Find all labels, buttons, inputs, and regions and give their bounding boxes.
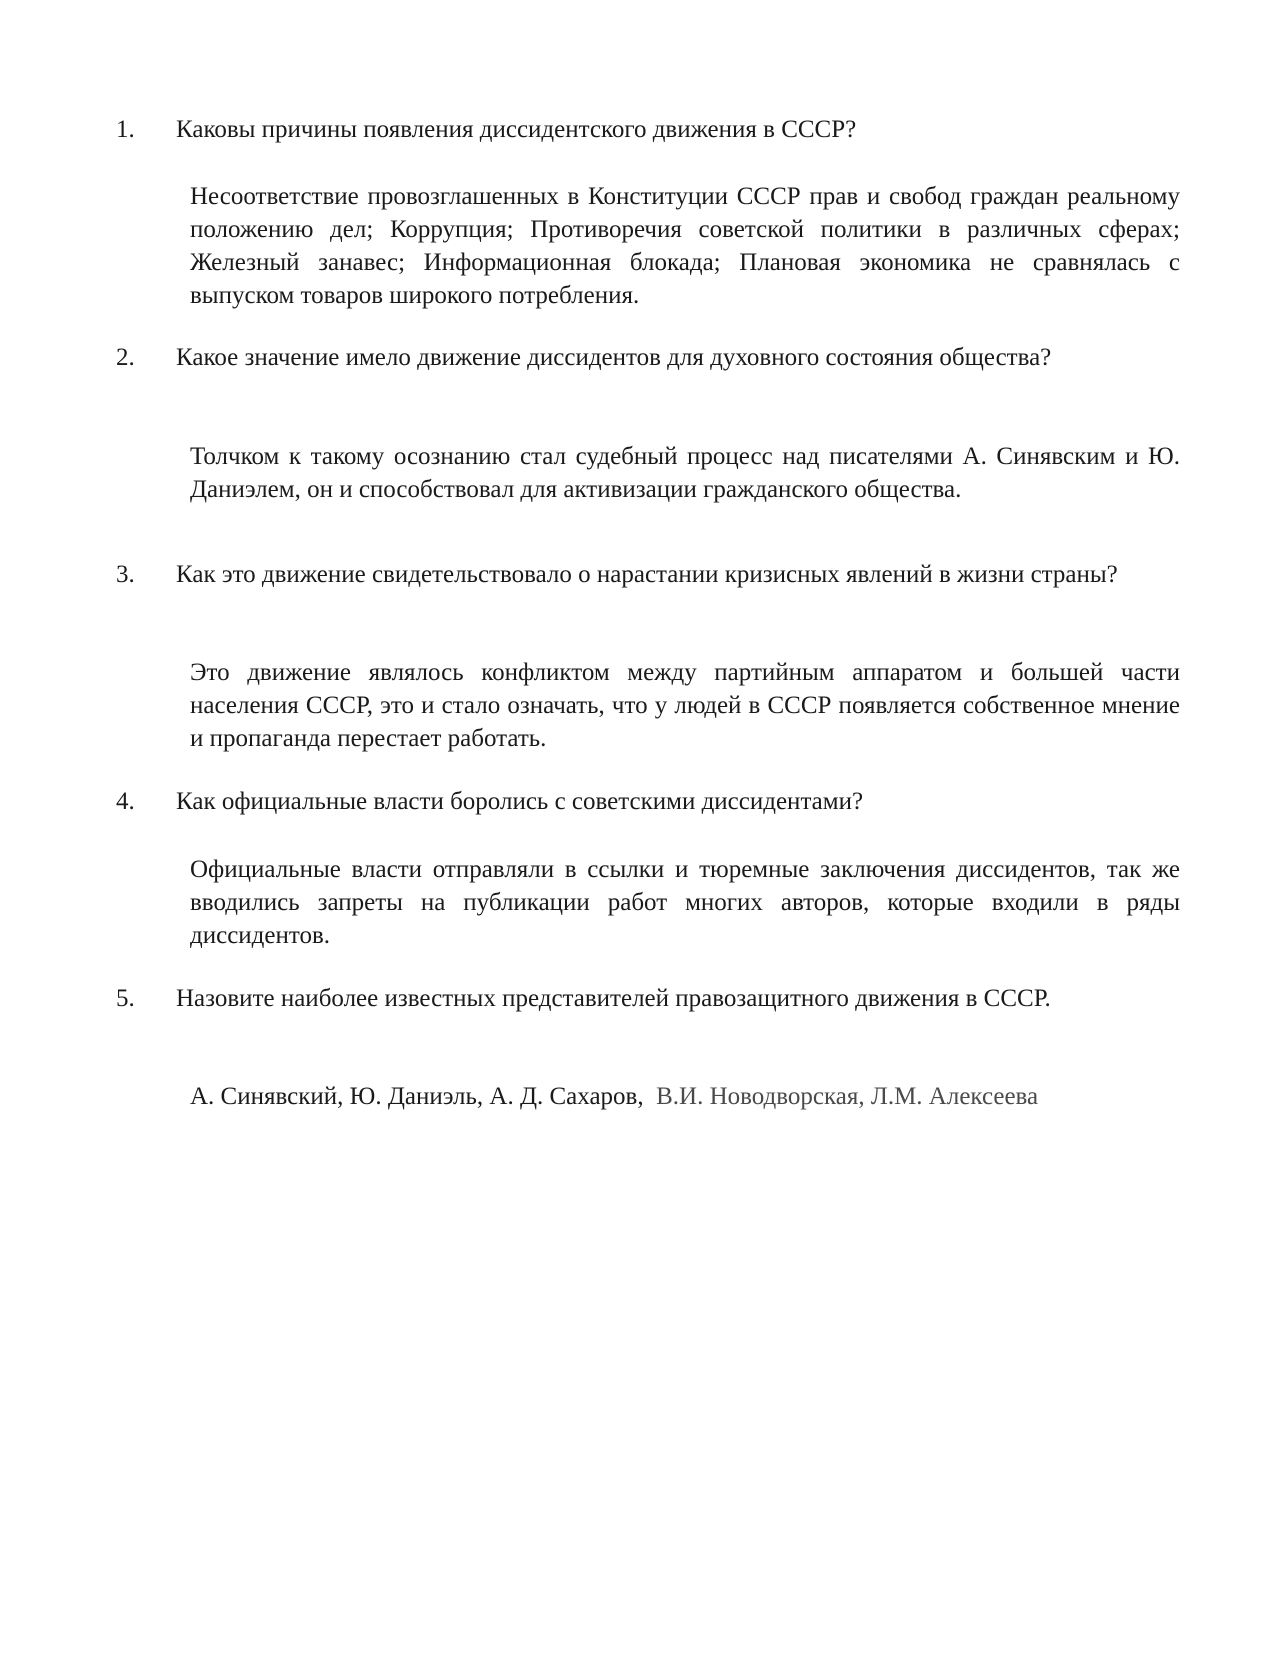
answer-5-part2: В.И. Новодворская, Л.М. Алексеева	[656, 1083, 1039, 1110]
answer-1: Несоответствие провозглашенных в Конституции СССР прав и свобод граждан реальному положению дел; Коррупция; Противоречия советской политики в различных сферах; Железный занавес; Информационная блокада; Плановая экономика не сравнялась с выпуском товаров широкого потребления.	[190, 183, 1180, 309]
answer-block-1	[0, 180, 1280, 312]
question-3	[0, 558, 1280, 591]
question-text: Как это движение свидетельствовало о нарастании кризисных явлений в жизни страны?	[176, 561, 1118, 588]
question-number: 4.	[116, 788, 135, 815]
answer-4: Официальные власти отправляли в ссылки и тюремные заключения диссидентов, так же вводились запреты на публикации работ многих авторов, которые входили в ряды диссидентов.	[190, 856, 1180, 949]
qa-block-1	[0, 113, 1280, 146]
question-5	[0, 982, 1280, 1015]
answer-5	[0, 1080, 1280, 1113]
question-text: Как официальные власти боролись с советскими диссидентами?	[176, 788, 864, 815]
answer-block-5	[0, 1080, 1280, 1113]
question-text: Каковы причины появления диссидентского движения в СССР?	[176, 116, 857, 143]
answer-2: Толчком к такому осознанию стал судебный процесс над писателями А. Синявским и Ю. Даниэлем, он и способствовал для активизации гражданского общества.	[190, 443, 1180, 503]
qa-block-3	[0, 558, 1280, 591]
answer-block-4	[0, 853, 1280, 952]
answer-block-2	[0, 440, 1280, 506]
question-number: 1.	[116, 116, 135, 143]
question-number: 3.	[116, 561, 135, 588]
answer-3: Это движение являлось конфликтом между партийным аппаратом и большей части населения СССР, это и стало означать, что у людей в СССР появляется собственное мнение и пропаганда перестает работать.	[190, 659, 1180, 752]
question-text: Назовите наиболее известных представителей правозащитного движения в СССР.	[176, 985, 1051, 1012]
qa-block-5	[0, 982, 1280, 1015]
qa-block-4	[0, 785, 1280, 818]
question-number: 2.	[116, 344, 135, 371]
answer-block-3	[0, 656, 1280, 755]
question-2	[0, 341, 1280, 374]
question-text: Какое значение имело движение диссидентов для духовного состояния общества?	[176, 344, 1052, 371]
qa-block-2	[0, 341, 1280, 374]
question-1	[0, 113, 1280, 146]
question-4	[0, 785, 1280, 818]
question-number: 5.	[116, 985, 135, 1012]
answer-5-part1: А. Синявский, Ю. Даниэль, А. Д. Сахаров,	[190, 1083, 644, 1110]
